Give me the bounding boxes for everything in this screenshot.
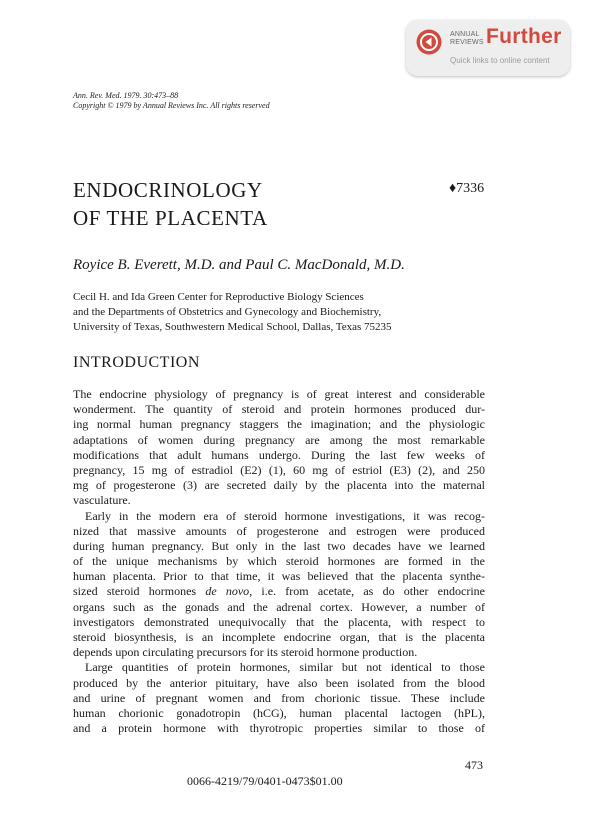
body-line: steroid biosynthesis, is an incomplete endocrine organ, that is the placenta — [73, 630, 485, 644]
body-line: of the unique mechanisms by which steroid hormones are formed in the — [73, 554, 485, 569]
further-badge[interactable] — [406, 20, 570, 76]
further-subtitle: Quick links to online content — [450, 56, 550, 65]
body-line: Large quantities of protein hormones, similar but not identical to those — [85, 660, 485, 675]
body-line: The endocrine physiology of pregnancy is of great interest and considerable — [73, 387, 485, 401]
body-line: Early in the modern era of steroid hormone investigations, it was recog- — [85, 508, 485, 523]
body-line: during human pregnancy. But only in the last two decades have we learned — [73, 538, 485, 553]
body-line: organs such as the gonads and the adrenal cortex. However, a number of — [73, 599, 485, 614]
reference-number: ♦7336 — [449, 181, 485, 196]
article-title — [73, 176, 268, 232]
body-line: produced by the anterior pituitary, have also been isolated from the blood — [73, 675, 485, 690]
citation-line-1: Ann. Rev. Med. 1979. 30:473–88 — [73, 91, 179, 100]
affiliation-line: Cecil H. and Ida Green Center for Reproductive Biology Sciences — [73, 291, 364, 303]
body-line: and urine of pregnant women and from chorionic tissue. These include — [73, 690, 485, 705]
body-line: human placenta. Prior to that time, it was believed that the placenta synthe- — [73, 569, 485, 584]
italic-term: de novo — [205, 584, 250, 599]
body-line: modifications that adult humans undergo. During the last few weeks of — [73, 447, 485, 462]
citation-line-2: Copyright © 1979 by Annual Reviews Inc. All rights reserved — [73, 101, 270, 110]
reviews-text: REVIEWS — [450, 39, 484, 46]
body-line: and a protein hormone with thyrotropic properties similar to those of — [73, 721, 485, 736]
body-line: depends upon circulating precursors for its steroid hormone production. — [73, 645, 418, 660]
annual-text: ANNUAL — [450, 31, 480, 38]
further-logo-icon — [416, 29, 442, 55]
affiliation-line: University of Texas, Southwestern Medical School, Dallas, Texas 75235 — [73, 321, 392, 333]
body-line: investigators demonstrated unequivocally that the placenta, with respect to — [73, 614, 485, 629]
affiliation-line: and the Departments of Obstetrics and Gynecology and Biochemistry, — [73, 306, 382, 318]
body-line: mg of progesterone (3) are secreted daily by the placenta into the maternal — [73, 478, 485, 493]
body-text — [73, 387, 485, 736]
page-number: 473 — [465, 758, 483, 772]
section-heading-introduction: INTRODUCTION — [73, 354, 200, 371]
body-line: vasculature. — [73, 493, 131, 508]
body-line: sized steroid hormones de novo, i.e. from acetate, as do other endocrine — [73, 584, 485, 599]
body-line: ing normal human pregnancy staggers the imagination; and the physiologic — [73, 417, 485, 432]
further-wordmark: Further — [486, 25, 562, 48]
body-line: adaptations of women during pregnancy are among the most remarkable — [73, 432, 485, 447]
title-line-2: OF THE PLACENTA — [73, 206, 268, 230]
annual-reviews-label — [450, 31, 482, 47]
body-line: wonderment. The quantity of steroid and protein hormones produced dur- — [73, 402, 485, 417]
citation-block — [73, 91, 270, 111]
author-line: Royice B. Everett, M.D. and Paul C. MacDonald, M.D. — [73, 257, 405, 273]
title-line-1: ENDOCRINOLOGY — [73, 178, 263, 202]
body-line: pregnancy, 15 mg of estradiol (E2) (1), 60 mg of estriol (E3) (2), and 250 — [73, 462, 485, 477]
body-line: human chorionic gonadotropin (hCG), human placental lactogen (hPL), — [73, 705, 485, 720]
affiliation-block — [73, 290, 392, 335]
footer-code: 0066-4219/79/0401-0473$01.00 — [187, 774, 343, 788]
body-line: nized that massive amounts of progesterone and estrogen were produced — [73, 523, 485, 538]
